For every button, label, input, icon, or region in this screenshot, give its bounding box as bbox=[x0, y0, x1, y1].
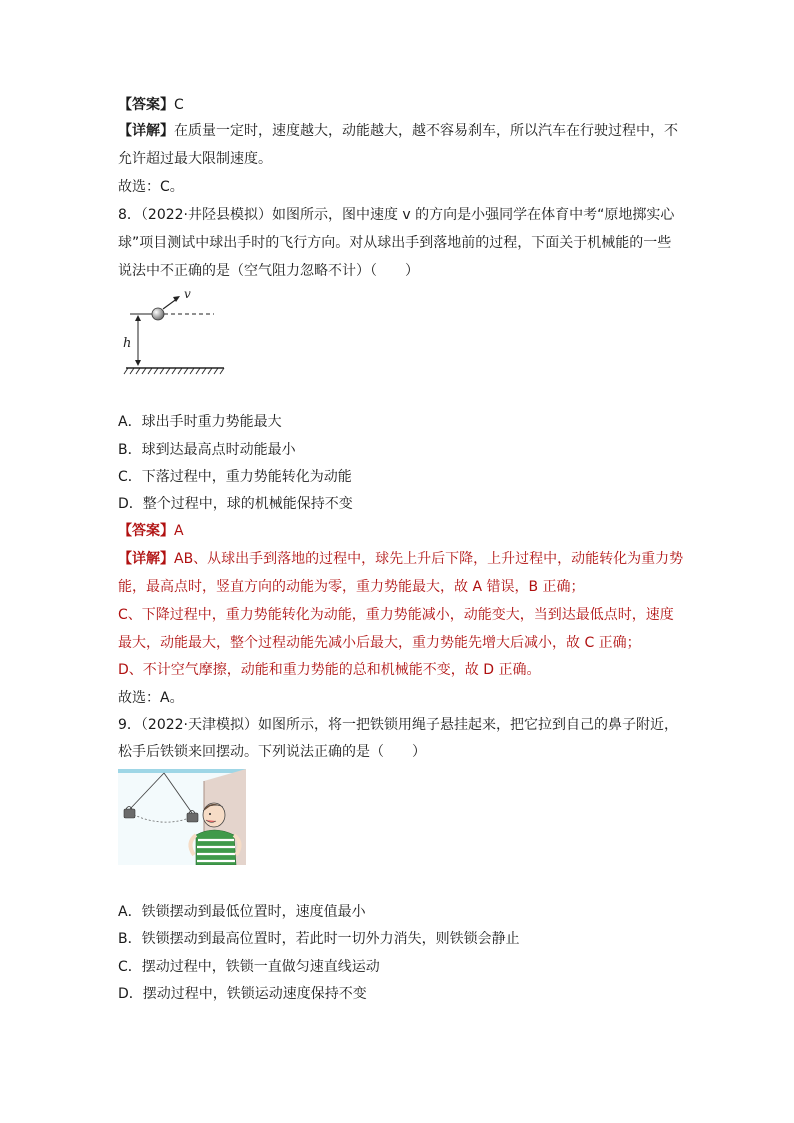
detail-tag: 【详解】 bbox=[118, 123, 174, 139]
answer-tag: 【答案】 bbox=[118, 523, 174, 539]
q8-detail-line5: D、不计空气摩擦，动能和重力势能的总和机械能不变，故 D 正确。 bbox=[118, 662, 541, 678]
q8-stem-line3: 说法中不正确的是（空气阻力忽略不计）（ ） bbox=[118, 263, 419, 279]
q7-detail-line2: 允许超过最大限制速度。 bbox=[118, 151, 272, 167]
q7-answer-line bbox=[118, 95, 688, 115]
ball-icon bbox=[152, 308, 164, 320]
q8-option-a: A．球出手时重力势能最大 bbox=[118, 414, 282, 430]
q8-stem-line2: 球”项目测试中球出手时的飞行方向。对从球出手到落地前的过程，下面关于机械能的一些 bbox=[118, 235, 672, 251]
ceiling-bar bbox=[118, 769, 246, 773]
q8-throw-figure bbox=[118, 284, 228, 376]
q9-option-a: A．铁锁摆动到最低位置时，速度值最小 bbox=[118, 904, 366, 920]
answer-tag: 【答案】 bbox=[118, 97, 174, 113]
detail-tag: 【详解】 bbox=[118, 551, 174, 567]
velocity-label: v bbox=[184, 287, 191, 301]
q7-detail-text: 在质量一定时，速度越大，动能越大，越不容易刹车，所以汽车在行驶过程中，不 bbox=[174, 123, 678, 139]
q9-option-d: D．摆动过程中，铁锁运动速度保持不变 bbox=[118, 986, 367, 1002]
q9-option-c: C．摆动过程中，铁锁一直做匀速直线运动 bbox=[118, 959, 380, 975]
q8-detail-text: AB、从球出手到落地的过程中，球先上升后下降，上升过程中，动能转化为重力势 bbox=[174, 551, 684, 567]
height-arrow-down-icon bbox=[135, 360, 141, 366]
height-label: h bbox=[123, 336, 132, 351]
q8-option-b: B．球到达最高点时动能最小 bbox=[118, 442, 296, 458]
ground-hatch bbox=[124, 368, 224, 374]
q8-answer-line bbox=[118, 521, 688, 541]
lock-right-icon bbox=[187, 813, 198, 822]
q8-detail-line3: C、下降过程中，重力势能转化为动能，重力势能减小，动能变大，当到达最低点时，速度 bbox=[118, 607, 674, 623]
q7-detail-line1 bbox=[118, 121, 688, 141]
lock-left-icon bbox=[124, 809, 135, 818]
q9-stem-line2: 松手后铁锁来回摆动。下列说法正确的是（ ） bbox=[118, 744, 426, 760]
q8-option-c: C．下落过程中，重力势能转化为动能 bbox=[118, 469, 352, 485]
q8-detail-line1 bbox=[118, 549, 688, 569]
height-arrow-up-icon bbox=[135, 315, 141, 321]
q7-answer-value: C bbox=[174, 97, 184, 113]
q8-choose: 故选：A。 bbox=[118, 690, 184, 706]
q8-detail-line2: 能，最高点时，竖直方向的动能为零，重力势能最大，故 A 错误，B 正确； bbox=[118, 579, 585, 595]
q9-pendulum-figure bbox=[118, 769, 246, 865]
q8-stem-line1: 8．（2022·井陉县模拟）如图所示，图中速度 v 的方向是小强同学在体育中考“原地掷实心 bbox=[118, 207, 675, 223]
q8-answer-value: A bbox=[174, 523, 184, 539]
q8-detail-line4: 最大，动能最大，整个过程动能先减小后最大，重力势能先增大后减小，故 C 正确； bbox=[118, 635, 641, 651]
q8-option-d: D．整个过程中，球的机械能保持不变 bbox=[118, 496, 353, 512]
q7-choose: 故选：C。 bbox=[118, 179, 184, 195]
q9-option-b: B．铁锁摆动到最高位置时，若此时一切外力消失，则铁锁会静止 bbox=[118, 931, 520, 947]
q9-stem-line1: 9．（2022·天津模拟）如图所示，将一把铁锁用绳子悬挂起来，把它拉到自己的鼻子附近， bbox=[118, 717, 678, 733]
